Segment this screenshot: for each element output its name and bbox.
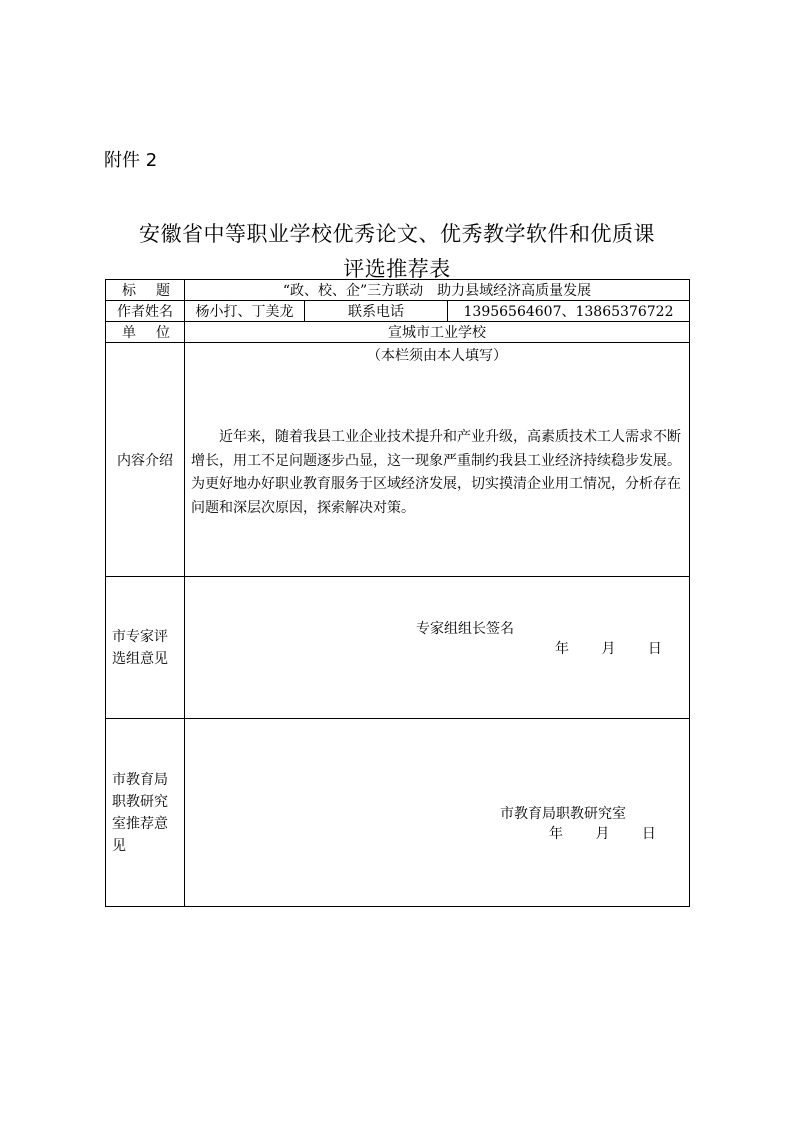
title-label-char-2: 题 xyxy=(156,283,170,299)
attachment-label: 附件 2 xyxy=(104,150,158,171)
content-note: （本栏须由本人填写） xyxy=(367,348,507,364)
recommendation-form-table xyxy=(105,279,690,907)
phone-label: 联系电话 xyxy=(305,301,448,322)
expert-date-label: 年 月 日 xyxy=(555,641,662,657)
author-label: 作者姓名 xyxy=(106,301,185,322)
content-row xyxy=(106,343,690,577)
author-value[interactable]: 杨小打、丁美龙 xyxy=(185,301,305,322)
bureau-label: 市教育局职教研究室推荐意见 xyxy=(106,719,185,907)
title-value[interactable]: “政、校、企”三方联动 助力县域经济高质量发展 xyxy=(185,280,690,301)
bureau-signature-label: 市教育局职教研究室 xyxy=(500,806,626,822)
bureau-opinion-cell[interactable] xyxy=(185,719,690,907)
content-cell[interactable] xyxy=(185,343,690,577)
title-row xyxy=(106,280,690,301)
title-label-char-1: 标 xyxy=(122,283,136,299)
unit-value[interactable]: 宣城市工业学校 xyxy=(185,322,690,343)
unit-row xyxy=(106,322,690,343)
content-label: 内容介绍 xyxy=(106,343,185,577)
title-label-cell xyxy=(106,280,185,301)
expert-signature-label: 专家组组长签名 xyxy=(416,621,514,637)
expert-row xyxy=(106,577,690,719)
unit-label-cell xyxy=(106,322,185,343)
bureau-row xyxy=(106,719,690,907)
phone-value[interactable]: 13956564607、13865376722 xyxy=(448,301,690,322)
content-text: 近年来，随着我县工业企业技术提升和产业升级，高素质技术工人需求不断增长，用工不足问题逐步凸显，这一现象严重制约我县工业经济持续稳步发展。为更好地办好职业教育服务于区域经济发展，切实摸清企业用工情况，分析存在问题和深层次原因，探索解决对策。 xyxy=(191,429,681,516)
bureau-date-label: 年 月 日 xyxy=(549,826,656,842)
author-row xyxy=(106,301,690,322)
form-title-line2: 评选推荐表 xyxy=(343,257,451,281)
form-title-line1: 安徽省中等职业学校优秀论文、优秀教学软件和优质课 xyxy=(139,222,655,246)
expert-opinion-cell[interactable] xyxy=(185,577,690,719)
expert-label: 市专家评选组意见 xyxy=(106,577,185,719)
unit-label-char-1: 单 xyxy=(122,325,136,341)
unit-label-char-2: 位 xyxy=(156,325,170,341)
